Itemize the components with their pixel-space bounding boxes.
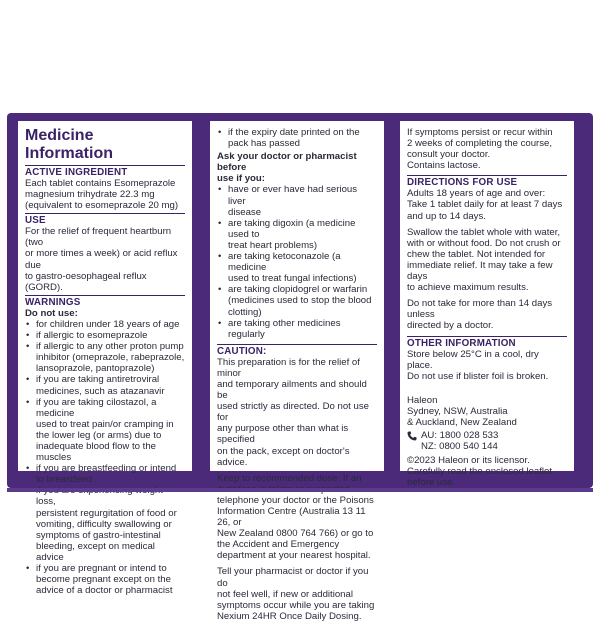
caution-text: This preparation is for the relief of minor and temporary ailments and should be used strictly as directed. Do not use for any purpose other than what is specified on the pack, except on doctor's advice. [217,356,369,468]
other-information-heading: OTHER INFORMATION [407,336,567,349]
warnings-heading: WARNINGS [25,295,185,308]
use-text: For the relief of frequent heartburn (two or more times a week) or acid reflux due to gastro-oesophageal reflux (GORD). [25,226,178,293]
panel-medicine-information [18,121,192,597]
persist-text: If symptoms persist or recur within 2 weeks of completing the course, consult your doctor. Contains lactose. [407,127,553,172]
caution-heading: CAUTION: [217,344,377,357]
directions-heading: DIRECTIONS FOR USE [407,175,567,188]
active-ingredient-heading: ACTIVE INGREDIENT [25,165,185,178]
ask-doctor-heading: Ask your doctor or pharmacist before use if you: [217,151,357,185]
list-item: • if you are taking cilostazol, a medicine used to treat pain/or cramping in the lower leg (or arms) due to inadequate blood flow to the muscles [25,397,185,464]
list-item: • if allergic to any other proton pump inhibitor (omeprazole, rabeprazole, lansoprazole, pantoprazole) [25,341,185,374]
phone-icon [407,431,417,441]
copyright-text: ©2023 Haleon or its licensor. [407,455,530,467]
list-item: • loss, persistent regurgitation of food or vomiting, difficulty swallowing or symptoms of gastro-intestinal bleeding, except on medical advice [25,485,185,563]
panel-precautions [210,121,384,622]
storage-text: Store below 25°C in a cool, dry place. Do not use if blister foil is broken. [407,348,549,382]
directions-dosage: Adults 18 years of age and over: Take 1 tablet daily for at least 7 days and up to 14 days. [407,188,563,222]
do-not-use-label: Do not use: [25,307,78,319]
carton-bottom-edge [7,488,593,492]
company-address: Haleon Sydney, NSW, Australia & Auckland, New Zealand [407,394,517,428]
list-item: • are taking other medicines regularly [217,318,377,340]
phone-contacts [407,430,567,452]
directions-duration: Do not take for more than 14 days unless directed by a doctor. [407,298,553,332]
list-item: • if you are breastfeeding or intend to breastfeed [25,463,185,485]
list-item: • are taking digoxin (a medicine used to treat heart problems) [217,218,377,251]
list-item: • are taking clopidogrel or warfarin (medicines used to stop the blood clotting) [217,284,377,317]
medicine-carton-back [7,113,593,622]
list-item: • are taking ketoconazole (a medicine used to treat fungal infections) [217,251,377,284]
tell-pharmacist-text: Tell your pharmacist or doctor if you do not feel well, if new or additional symptoms occur while you are taking Nexium 24HR Once Daily Dosing. [217,566,375,622]
page-title: Medicine Information [25,127,113,162]
list-item: • have or ever have had serious liver disease [217,184,377,217]
overdose-text: Keep to recommended dose. If an telephone your doctor or the Poisons Information Centre (Australia 13 11 26, or New Zealand 0800 764 766) or go to the Accident and Emergency department at your nearest hospital. [217,472,374,562]
phone-nz: NZ: 0800 540 144 [421,441,498,453]
active-ingredient-text: Each tablet contains Esomeprazole magnesium trihydrate 22.3 mg (equivalent to esomeprazole 20 mg) [25,178,179,212]
use-heading: USE [25,213,185,226]
list-item: • for children under 18 years of age [25,319,185,330]
list-item: • if the expiry date printed on the pack has passed [217,127,377,149]
list-item: • if you are pregnant or intend to become pregnant except on the advice of a doctor or pharmacist [25,563,185,596]
warnings-list [25,319,185,596]
phone-au: AU: 1800 028 533 [421,430,499,442]
directions-swallow: Swallow the tablet whole with water, with or without food. Do not crush or chew the tablet. Not intended for immediate relief. It may take a few days to achieve maximum results. [407,226,561,294]
list-item: • if you are taking antiretroviral medicines, such as atazanavir [25,374,185,396]
leaflet-text: Carefully read the enclosed leaflet before use. [407,466,553,489]
warnings-list-continued [217,127,377,149]
list-item: • if allergic to esomeprazole [25,330,185,341]
panel-directions [400,121,574,489]
ask-doctor-list [217,184,377,339]
